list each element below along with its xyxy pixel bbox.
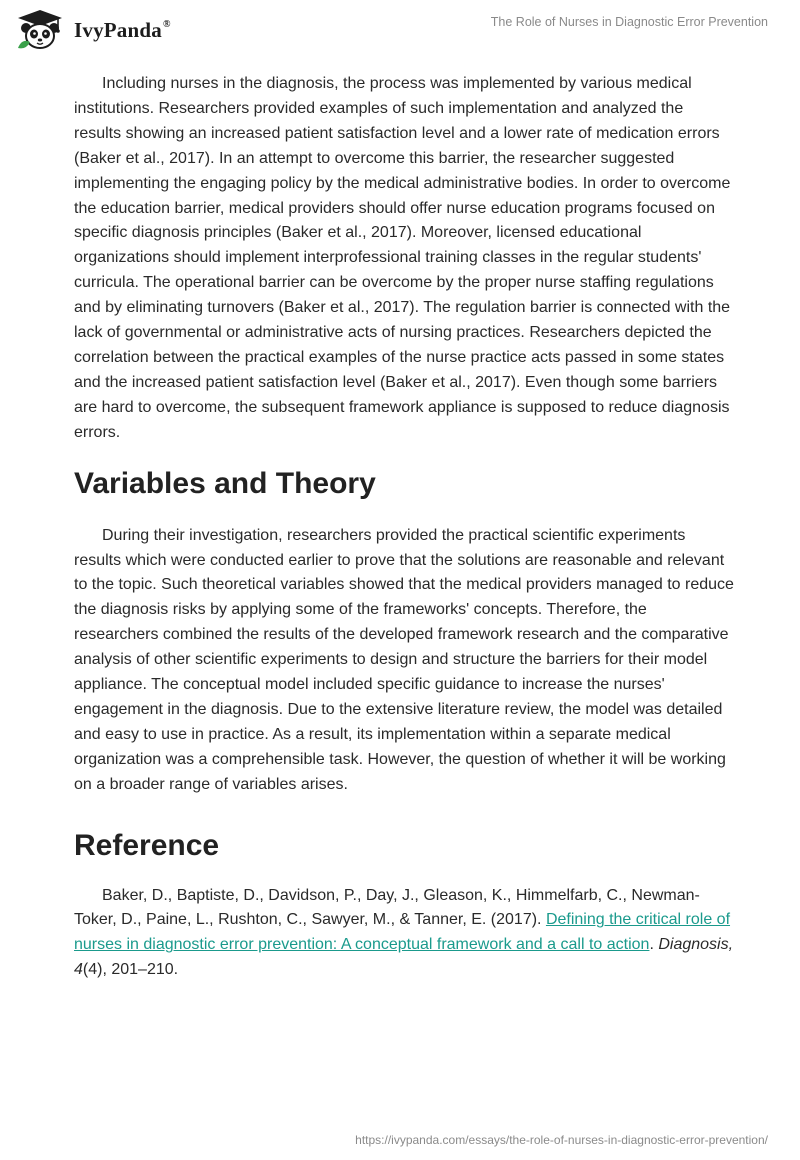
- panda-graduate-icon: [14, 8, 66, 52]
- reference-authors: Baker, D., Baptiste, D., Davidson, P., Day, J., Gleason, K., Himmelfarb, C., Newman-Toker, D., Paine, L., Rushton, C., Sawyer, M., & Tanner, E. (2017).: [74, 886, 700, 929]
- variables-theory-heading: Variables and Theory: [74, 466, 376, 500]
- page-header: [0, 0, 800, 60]
- document-title: The Role of Nurses in Diagnostic Error Prevention: [490, 15, 768, 29]
- article-body: [74, 72, 734, 983]
- ivypanda-logo[interactable]: [14, 8, 171, 52]
- registered-mark: ®: [162, 18, 171, 30]
- reference-heading: Reference: [74, 828, 220, 862]
- reference-after-link: .: [649, 936, 659, 954]
- reference-journal: Diagnosis, 4: [74, 936, 734, 979]
- brand-name: [74, 18, 171, 43]
- reference-issue-pages: (4), 201–210.: [82, 961, 179, 979]
- brand-text: IvyPanda: [74, 17, 162, 42]
- intro-paragraph: Including nurses in the diagnosis, the process was implemented by various medical institutions. Researchers provided examples of such implementation and analyzed the results showing an increased patient satisfaction level and a lower rate of medication errors (Baker et al., 2017). In an attempt to overcome this barrier, the researcher suggested implementing the engaging policy by the medical administrative bodies. In order to overcome the education barrier, medical providers should offer nurse education programs focused on specific diagnosis principles (Baker et al., 2017). Moreover, licensed educational organizations should implement interprofessional training classes in the regular students' curricula. The operational barrier can be overcome by the proper nurse staffing regulations and by eliminating turnovers (Baker et al., 2017). The regulation barrier is connected with the lack of governmental or administrative acts of nursing practices. Researchers depicted the correlation between the practical examples of the nurse practice acts passed in some states and the increased patient satisfaction level (Baker et al., 2017). Even though some barriers are hard to overcome, the subsequent framework appliance is supposed to reduce diagnosis errors.: [74, 75, 731, 441]
- reference-entry: [74, 884, 734, 984]
- footer-source-url: https://ivypanda.com/essays/the-role-of-nurses-in-diagnostic-error-prevention/: [355, 1133, 768, 1147]
- reference-title-link[interactable]: Defining the critical role of nurses in diagnostic error prevention: A conceptual framework and a call to action: [74, 911, 731, 954]
- variables-theory-paragraph: During their investigation, researchers provided the practical scientific experiments results which were conducted earlier to prove that the solutions are reasonable and relevant to the topic. Such theoretical variables showed that the medical providers managed to reduce the diagnosis risks by applying some of the frameworks' concepts. Therefore, the researchers combined the results of the developed framework research and the comparative analysis of other scientific experiments to design and structure the barriers for their model appliance. The conceptual model included specific guidance to increase the nurses' engagement in the diagnosis. Due to the extensive literature review, the model was detailed and easy to use in practice. As a result, its implementation within a separate medical organization was a comprehensible task. However, the question of whether it will be working on a broader range of variables arises.: [74, 526, 734, 793]
